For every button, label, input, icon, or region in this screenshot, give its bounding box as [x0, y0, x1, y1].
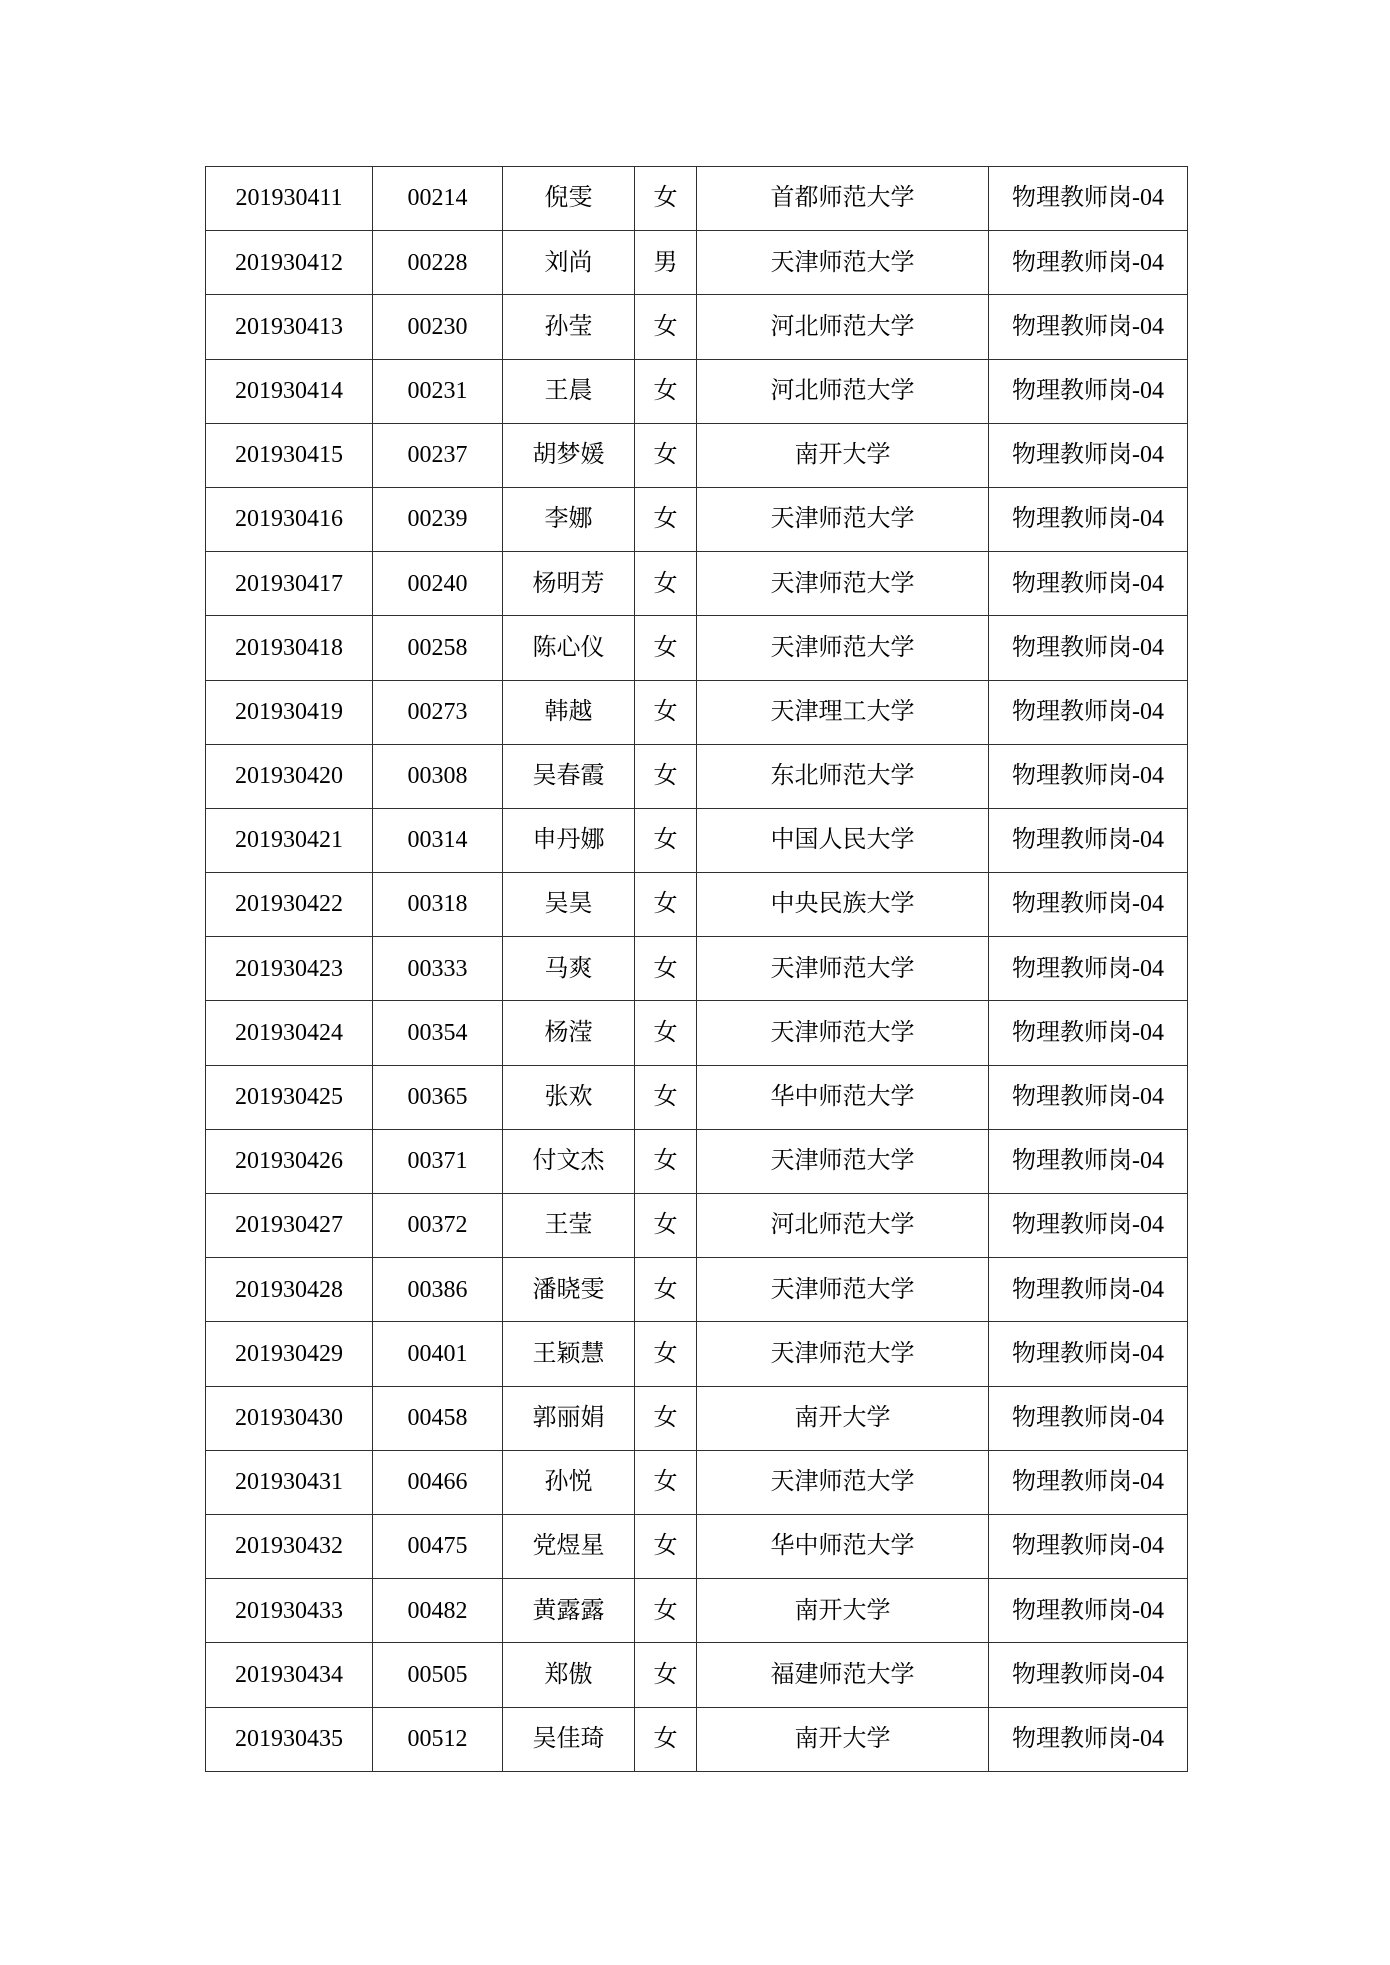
table-row: [206, 295, 1188, 359]
registration-id-cell: 201930433: [206, 1579, 373, 1643]
candidate-name-cell: 韩越: [503, 680, 635, 744]
university-cell: 天津师范大学: [697, 1322, 989, 1386]
registration-id-cell: 201930422: [206, 873, 373, 937]
table-row: [206, 167, 1188, 231]
registration-id-cell: 201930432: [206, 1514, 373, 1578]
table-row: [206, 1001, 1188, 1065]
candidate-name-cell: 马爽: [503, 937, 635, 1001]
table-row: [206, 1386, 1188, 1450]
university-cell: 东北师范大学: [697, 744, 989, 808]
exam-number-cell: 00475: [373, 1514, 503, 1578]
exam-number-cell: 00314: [373, 808, 503, 872]
university-cell: 河北师范大学: [697, 1194, 989, 1258]
gender-cell: 女: [635, 1322, 697, 1386]
position-cell: 物理教师岗-04: [989, 231, 1188, 295]
candidate-roster-table: [205, 166, 1188, 1772]
exam-number-cell: 00386: [373, 1258, 503, 1322]
candidate-name-cell: 王晨: [503, 359, 635, 423]
gender-cell: 女: [635, 1001, 697, 1065]
exam-number-cell: 00401: [373, 1322, 503, 1386]
position-cell: 物理教师岗-04: [989, 616, 1188, 680]
registration-id-cell: 201930428: [206, 1258, 373, 1322]
position-cell: 物理教师岗-04: [989, 1450, 1188, 1514]
table-row: [206, 1643, 1188, 1707]
position-cell: 物理教师岗-04: [989, 1258, 1188, 1322]
position-cell: 物理教师岗-04: [989, 1129, 1188, 1193]
university-cell: 河北师范大学: [697, 359, 989, 423]
gender-cell: 女: [635, 1194, 697, 1258]
position-cell: 物理教师岗-04: [989, 487, 1188, 551]
university-cell: 首都师范大学: [697, 167, 989, 231]
candidate-name-cell: 王莹: [503, 1194, 635, 1258]
university-cell: 河北师范大学: [697, 295, 989, 359]
registration-id-cell: 201930416: [206, 487, 373, 551]
table-row: [206, 744, 1188, 808]
exam-number-cell: 00228: [373, 231, 503, 295]
gender-cell: 女: [635, 359, 697, 423]
registration-id-cell: 201930434: [206, 1643, 373, 1707]
registration-id-cell: 201930418: [206, 616, 373, 680]
exam-number-cell: 00308: [373, 744, 503, 808]
gender-cell: 女: [635, 616, 697, 680]
exam-number-cell: 00318: [373, 873, 503, 937]
candidate-name-cell: 孙悦: [503, 1450, 635, 1514]
university-cell: 天津师范大学: [697, 1258, 989, 1322]
registration-id-cell: 201930414: [206, 359, 373, 423]
exam-number-cell: 00240: [373, 552, 503, 616]
candidate-name-cell: 刘尚: [503, 231, 635, 295]
gender-cell: 女: [635, 680, 697, 744]
position-cell: 物理教师岗-04: [989, 359, 1188, 423]
exam-number-cell: 00214: [373, 167, 503, 231]
university-cell: 天津师范大学: [697, 1129, 989, 1193]
table-row: [206, 1450, 1188, 1514]
registration-id-cell: 201930430: [206, 1386, 373, 1450]
candidate-name-cell: 张欢: [503, 1065, 635, 1129]
gender-cell: 女: [635, 1707, 697, 1771]
gender-cell: 女: [635, 295, 697, 359]
table-row: [206, 1129, 1188, 1193]
candidate-name-cell: 郭丽娟: [503, 1386, 635, 1450]
university-cell: 天津师范大学: [697, 231, 989, 295]
position-cell: 物理教师岗-04: [989, 680, 1188, 744]
registration-id-cell: 201930425: [206, 1065, 373, 1129]
registration-id-cell: 201930412: [206, 231, 373, 295]
university-cell: 南开大学: [697, 1579, 989, 1643]
table-row: [206, 423, 1188, 487]
university-cell: 天津师范大学: [697, 487, 989, 551]
position-cell: 物理教师岗-04: [989, 1065, 1188, 1129]
gender-cell: 女: [635, 937, 697, 1001]
candidate-name-cell: 陈心仪: [503, 616, 635, 680]
gender-cell: 女: [635, 1450, 697, 1514]
registration-id-cell: 201930427: [206, 1194, 373, 1258]
table-row: [206, 680, 1188, 744]
candidate-name-cell: 吴昊: [503, 873, 635, 937]
gender-cell: 女: [635, 1643, 697, 1707]
exam-number-cell: 00239: [373, 487, 503, 551]
table-row: [206, 873, 1188, 937]
exam-number-cell: 00505: [373, 1643, 503, 1707]
university-cell: 天津理工大学: [697, 680, 989, 744]
table-row: [206, 552, 1188, 616]
gender-cell: 女: [635, 1514, 697, 1578]
exam-number-cell: 00273: [373, 680, 503, 744]
gender-cell: 女: [635, 487, 697, 551]
gender-cell: 女: [635, 808, 697, 872]
position-cell: 物理教师岗-04: [989, 1707, 1188, 1771]
table-body: [206, 167, 1188, 1772]
position-cell: 物理教师岗-04: [989, 1322, 1188, 1386]
exam-number-cell: 00333: [373, 937, 503, 1001]
university-cell: 天津师范大学: [697, 552, 989, 616]
gender-cell: 女: [635, 1579, 697, 1643]
university-cell: 中国人民大学: [697, 808, 989, 872]
table-row: [206, 1707, 1188, 1771]
candidate-name-cell: 杨明芳: [503, 552, 635, 616]
registration-id-cell: 201930417: [206, 552, 373, 616]
registration-id-cell: 201930421: [206, 808, 373, 872]
position-cell: 物理教师岗-04: [989, 423, 1188, 487]
table-row: [206, 1579, 1188, 1643]
registration-id-cell: 201930413: [206, 295, 373, 359]
position-cell: 物理教师岗-04: [989, 1194, 1188, 1258]
position-cell: 物理教师岗-04: [989, 808, 1188, 872]
university-cell: 南开大学: [697, 423, 989, 487]
position-cell: 物理教师岗-04: [989, 1386, 1188, 1450]
exam-number-cell: 00258: [373, 616, 503, 680]
table-row: [206, 1514, 1188, 1578]
registration-id-cell: 201930420: [206, 744, 373, 808]
registration-id-cell: 201930415: [206, 423, 373, 487]
table-row: [206, 1194, 1188, 1258]
position-cell: 物理教师岗-04: [989, 1514, 1188, 1578]
table-row: [206, 1258, 1188, 1322]
exam-number-cell: 00230: [373, 295, 503, 359]
registration-id-cell: 201930423: [206, 937, 373, 1001]
table-row: [206, 937, 1188, 1001]
exam-number-cell: 00512: [373, 1707, 503, 1771]
position-cell: 物理教师岗-04: [989, 873, 1188, 937]
candidate-name-cell: 党煜星: [503, 1514, 635, 1578]
exam-number-cell: 00458: [373, 1386, 503, 1450]
gender-cell: 女: [635, 552, 697, 616]
position-cell: 物理教师岗-04: [989, 1643, 1188, 1707]
position-cell: 物理教师岗-04: [989, 1579, 1188, 1643]
candidate-name-cell: 黄露露: [503, 1579, 635, 1643]
candidate-name-cell: 潘晓雯: [503, 1258, 635, 1322]
exam-number-cell: 00354: [373, 1001, 503, 1065]
registration-id-cell: 201930419: [206, 680, 373, 744]
candidate-name-cell: 吴佳琦: [503, 1707, 635, 1771]
university-cell: 天津师范大学: [697, 1001, 989, 1065]
table-row: [206, 808, 1188, 872]
gender-cell: 女: [635, 1258, 697, 1322]
university-cell: 南开大学: [697, 1386, 989, 1450]
candidate-name-cell: 付文杰: [503, 1129, 635, 1193]
university-cell: 天津师范大学: [697, 616, 989, 680]
position-cell: 物理教师岗-04: [989, 937, 1188, 1001]
gender-cell: 女: [635, 744, 697, 808]
gender-cell: 女: [635, 873, 697, 937]
university-cell: 福建师范大学: [697, 1643, 989, 1707]
position-cell: 物理教师岗-04: [989, 744, 1188, 808]
table-row: [206, 359, 1188, 423]
gender-cell: 女: [635, 1386, 697, 1450]
registration-id-cell: 201930435: [206, 1707, 373, 1771]
table-row: [206, 616, 1188, 680]
university-cell: 华中师范大学: [697, 1065, 989, 1129]
university-cell: 华中师范大学: [697, 1514, 989, 1578]
registration-id-cell: 201930426: [206, 1129, 373, 1193]
university-cell: 天津师范大学: [697, 937, 989, 1001]
exam-number-cell: 00231: [373, 359, 503, 423]
registration-id-cell: 201930411: [206, 167, 373, 231]
position-cell: 物理教师岗-04: [989, 295, 1188, 359]
table-row: [206, 1322, 1188, 1386]
candidate-name-cell: 吴春霞: [503, 744, 635, 808]
position-cell: 物理教师岗-04: [989, 167, 1188, 231]
exam-number-cell: 00371: [373, 1129, 503, 1193]
candidate-name-cell: 倪雯: [503, 167, 635, 231]
university-cell: 南开大学: [697, 1707, 989, 1771]
candidate-name-cell: 郑傲: [503, 1643, 635, 1707]
university-cell: 中央民族大学: [697, 873, 989, 937]
candidate-name-cell: 申丹娜: [503, 808, 635, 872]
exam-number-cell: 00372: [373, 1194, 503, 1258]
registration-id-cell: 201930431: [206, 1450, 373, 1514]
registration-id-cell: 201930424: [206, 1001, 373, 1065]
exam-number-cell: 00482: [373, 1579, 503, 1643]
gender-cell: 女: [635, 167, 697, 231]
position-cell: 物理教师岗-04: [989, 1001, 1188, 1065]
gender-cell: 女: [635, 1065, 697, 1129]
candidate-name-cell: 胡梦媛: [503, 423, 635, 487]
gender-cell: 女: [635, 423, 697, 487]
table-row: [206, 231, 1188, 295]
exam-number-cell: 00466: [373, 1450, 503, 1514]
registration-id-cell: 201930429: [206, 1322, 373, 1386]
table-row: [206, 1065, 1188, 1129]
table-row: [206, 487, 1188, 551]
gender-cell: 男: [635, 231, 697, 295]
candidate-name-cell: 孙莹: [503, 295, 635, 359]
candidate-name-cell: 李娜: [503, 487, 635, 551]
candidate-name-cell: 王颖慧: [503, 1322, 635, 1386]
position-cell: 物理教师岗-04: [989, 552, 1188, 616]
candidate-name-cell: 杨滢: [503, 1001, 635, 1065]
exam-number-cell: 00365: [373, 1065, 503, 1129]
university-cell: 天津师范大学: [697, 1450, 989, 1514]
exam-number-cell: 00237: [373, 423, 503, 487]
gender-cell: 女: [635, 1129, 697, 1193]
